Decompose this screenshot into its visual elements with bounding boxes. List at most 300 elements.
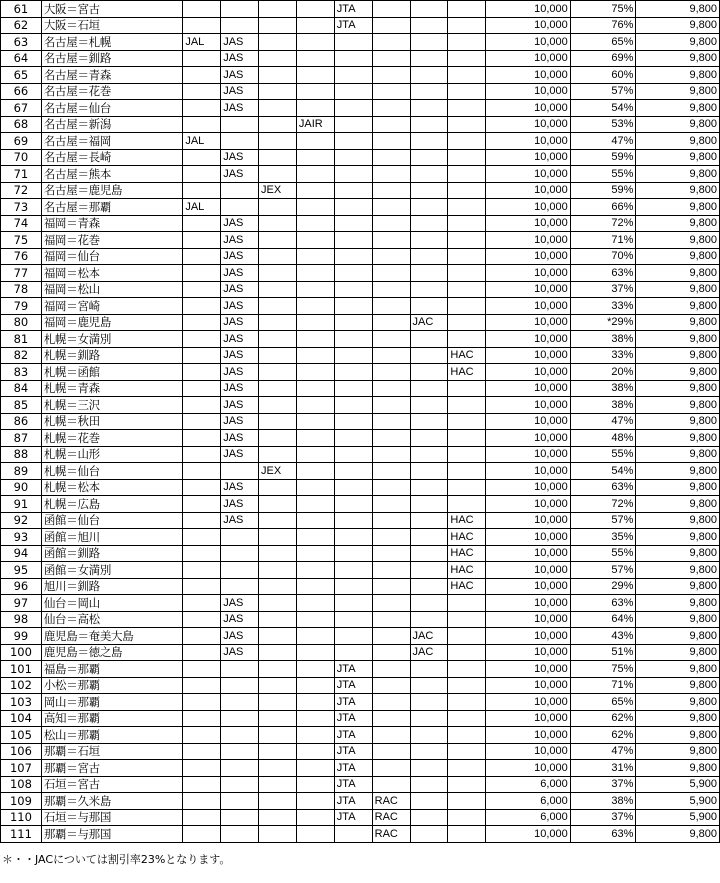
carrier-hac-cell: HAC [448,512,486,529]
carrier-rac-cell [372,83,410,100]
table-row [1,166,720,183]
carrier-jair-cell [296,578,334,595]
fare-cell: 10,000 [486,413,571,430]
carrier-rac-cell [372,661,410,678]
fare-cell: 6,000 [486,793,571,810]
carrier-jex-cell [259,661,297,678]
row-number: 65 [1,67,42,84]
carrier-jal-cell [183,413,221,430]
carrier-jair-cell [296,347,334,364]
carrier-jac-cell [410,727,448,744]
route-cell: 福岡＝青森 [41,215,183,232]
carrier-hac-cell [448,727,486,744]
discount-rate-cell: 72% [570,496,636,513]
row-number: 87 [1,430,42,447]
carrier-jta-cell: JTA [334,727,372,744]
fare-cell: 10,000 [486,34,571,51]
carrier-rac-cell [372,512,410,529]
fare-cell: 10,000 [486,166,571,183]
route-cell: 札幌＝花巻 [41,430,183,447]
carrier-jex-cell [259,397,297,414]
carrier-jal-cell [183,298,221,315]
price-cell: 5,900 [636,776,720,793]
route-cell: 岡山＝那覇 [41,694,183,711]
carrier-jas-cell: JAS [221,430,259,447]
carrier-rac-cell [372,397,410,414]
carrier-jal-cell [183,479,221,496]
carrier-jac-cell [410,463,448,480]
carrier-jair-cell [296,611,334,628]
carrier-jas-cell [221,727,259,744]
fare-cell: 6,000 [486,809,571,826]
carrier-rac-cell [372,347,410,364]
carrier-jac-cell [410,265,448,282]
carrier-jair-cell [296,50,334,67]
carrier-jal-cell [183,116,221,133]
carrier-jex-cell [259,595,297,612]
carrier-jta-cell [334,578,372,595]
carrier-hac-cell [448,34,486,51]
carrier-jac-cell [410,347,448,364]
carrier-rac-cell [372,67,410,84]
fare-cell: 10,000 [486,248,571,265]
row-number: 89 [1,463,42,480]
row-number: 93 [1,529,42,546]
carrier-jair-cell [296,809,334,826]
carrier-rac-cell [372,545,410,562]
carrier-jex-cell [259,1,297,18]
carrier-jas-cell: JAS [221,413,259,430]
carrier-jac-cell [410,793,448,810]
table-row [1,496,720,513]
carrier-jas-cell [221,562,259,579]
carrier-jac-cell [410,83,448,100]
row-number: 84 [1,380,42,397]
carrier-jex-cell [259,232,297,249]
carrier-jex-cell [259,809,297,826]
carrier-jex-cell [259,347,297,364]
discount-rate-cell: 38% [570,331,636,348]
carrier-jta-cell [334,182,372,199]
carrier-hac-cell [448,710,486,727]
carrier-jas-cell: JAS [221,100,259,117]
price-cell: 9,800 [636,430,720,447]
carrier-hac-cell [448,116,486,133]
discount-rate-cell: 64% [570,611,636,628]
fare-cell: 10,000 [486,512,571,529]
row-number: 70 [1,149,42,166]
price-cell: 9,800 [636,380,720,397]
carrier-jal-cell [183,50,221,67]
table-row [1,611,720,628]
carrier-jas-cell: JAS [221,265,259,282]
carrier-jas-cell [221,182,259,199]
fare-cell: 10,000 [486,644,571,661]
route-cell: 名古屋＝仙台 [41,100,183,117]
carrier-rac-cell [372,232,410,249]
carrier-jac-cell [410,166,448,183]
discount-rate-cell: 71% [570,232,636,249]
discount-rate-cell: 48% [570,430,636,447]
carrier-jair-cell [296,17,334,34]
carrier-jair-cell [296,265,334,282]
carrier-rac-cell [372,17,410,34]
carrier-jal-cell [183,232,221,249]
carrier-jal-cell [183,793,221,810]
row-number: 83 [1,364,42,381]
carrier-rac-cell [372,281,410,298]
carrier-hac-cell [448,397,486,414]
carrier-jac-cell [410,331,448,348]
carrier-jair-cell [296,149,334,166]
carrier-jal-cell [183,83,221,100]
carrier-rac-cell [372,578,410,595]
carrier-jal-cell [183,545,221,562]
carrier-jex-cell [259,17,297,34]
discount-rate-cell: 70% [570,248,636,265]
row-number: 92 [1,512,42,529]
discount-rate-cell: 59% [570,182,636,199]
table-row [1,149,720,166]
carrier-hac-cell [448,760,486,777]
carrier-jair-cell [296,133,334,150]
carrier-jair-cell [296,281,334,298]
carrier-hac-cell [448,743,486,760]
row-number: 61 [1,1,42,18]
carrier-jac-cell [410,67,448,84]
carrier-jac-cell [410,232,448,249]
carrier-jex-cell [259,314,297,331]
price-cell: 9,800 [636,661,720,678]
fare-cell: 10,000 [486,826,571,843]
fare-cell: 10,000 [486,710,571,727]
carrier-rac-cell [372,265,410,282]
carrier-jac-cell [410,578,448,595]
carrier-jas-cell: JAS [221,166,259,183]
carrier-jac-cell [410,677,448,694]
carrier-jal-cell [183,166,221,183]
row-number: 99 [1,628,42,645]
carrier-jex-cell [259,364,297,381]
route-cell: 旭川＝釧路 [41,578,183,595]
carrier-rac-cell [372,314,410,331]
price-cell: 9,800 [636,446,720,463]
route-cell: 名古屋＝長崎 [41,149,183,166]
carrier-jair-cell [296,677,334,694]
route-cell: 那覇＝石垣 [41,743,183,760]
carrier-jac-cell [410,50,448,67]
carrier-rac-cell [372,298,410,315]
carrier-jac-cell [410,413,448,430]
carrier-jta-cell [334,595,372,612]
route-cell: 函館＝旭川 [41,529,183,546]
discount-rate-cell: 60% [570,67,636,84]
discount-rate-cell: 29% [570,578,636,595]
table-row [1,562,720,579]
carrier-jas-cell: JAS [221,34,259,51]
discount-rate-cell: 33% [570,347,636,364]
price-cell: 9,800 [636,694,720,711]
carrier-hac-cell [448,380,486,397]
carrier-jal-cell: JAL [183,133,221,150]
row-number: 68 [1,116,42,133]
row-number: 85 [1,397,42,414]
carrier-hac-cell [448,413,486,430]
table-row [1,34,720,51]
fare-cell: 10,000 [486,661,571,678]
price-cell: 9,800 [636,595,720,612]
carrier-hac-cell [448,677,486,694]
row-number: 64 [1,50,42,67]
fare-cell: 10,000 [486,578,571,595]
carrier-jas-cell [221,529,259,546]
price-cell: 9,800 [636,562,720,579]
carrier-jac-cell [410,710,448,727]
carrier-jta-cell [334,314,372,331]
carrier-hac-cell [448,1,486,18]
carrier-jac-cell [410,298,448,315]
carrier-jex-cell [259,149,297,166]
price-cell: 9,800 [636,644,720,661]
carrier-jair-cell [296,727,334,744]
carrier-jta-cell [334,413,372,430]
carrier-jair-cell [296,479,334,496]
carrier-rac-cell [372,776,410,793]
row-number: 69 [1,133,42,150]
fare-cell: 10,000 [486,595,571,612]
carrier-jta-cell: JTA [334,1,372,18]
route-cell: 小松＝那覇 [41,677,183,694]
fare-cell: 10,000 [486,199,571,216]
route-cell: 福島＝那覇 [41,661,183,678]
carrier-jas-cell [221,116,259,133]
route-cell: 福岡＝松山 [41,281,183,298]
row-number: 101 [1,661,42,678]
carrier-rac-cell [372,34,410,51]
carrier-jas-cell: JAS [221,380,259,397]
table-row [1,595,720,612]
route-cell: 札幌＝函館 [41,364,183,381]
carrier-hac-cell [448,281,486,298]
table-row [1,215,720,232]
discount-rate-cell: 55% [570,166,636,183]
carrier-hac-cell [448,199,486,216]
row-number: 77 [1,265,42,282]
carrier-jair-cell [296,545,334,562]
carrier-jta-cell [334,133,372,150]
price-cell: 9,800 [636,628,720,645]
row-number: 74 [1,215,42,232]
row-number: 97 [1,595,42,612]
carrier-jac-cell [410,133,448,150]
carrier-jta-cell [334,232,372,249]
carrier-jta-cell [334,529,372,546]
route-cell: 札幌＝仙台 [41,463,183,480]
carrier-jas-cell [221,578,259,595]
fare-cell: 10,000 [486,1,571,18]
carrier-jex-cell [259,512,297,529]
price-cell: 9,800 [636,100,720,117]
carrier-jex-cell [259,578,297,595]
carrier-hac-cell [448,17,486,34]
table-row [1,265,720,282]
price-cell: 9,800 [636,34,720,51]
carrier-jta-cell [334,248,372,265]
fare-cell: 10,000 [486,17,571,34]
discount-rate-cell: 55% [570,446,636,463]
carrier-jas-cell: JAS [221,83,259,100]
carrier-rac-cell [372,380,410,397]
carrier-jal-cell [183,149,221,166]
table-row [1,248,720,265]
row-number: 106 [1,743,42,760]
carrier-jta-cell [334,430,372,447]
carrier-jex-cell [259,100,297,117]
route-cell: 札幌＝三沢 [41,397,183,414]
carrier-rac-cell: RAC [372,826,410,843]
carrier-hac-cell: HAC [448,364,486,381]
carrier-jair-cell [296,166,334,183]
carrier-jair-cell [296,380,334,397]
carrier-jas-cell [221,743,259,760]
route-cell: 名古屋＝釧路 [41,50,183,67]
carrier-jta-cell [334,644,372,661]
carrier-jta-cell [334,331,372,348]
carrier-jac-cell [410,17,448,34]
carrier-jac-cell: JAC [410,314,448,331]
row-number: 86 [1,413,42,430]
discount-rate-cell: 75% [570,1,636,18]
carrier-hac-cell: HAC [448,545,486,562]
row-number: 80 [1,314,42,331]
carrier-jair-cell [296,446,334,463]
fare-cell: 10,000 [486,116,571,133]
discount-rate-cell: 75% [570,661,636,678]
carrier-hac-cell [448,331,486,348]
table-row [1,743,720,760]
route-cell: 名古屋＝札幌 [41,34,183,51]
carrier-jair-cell [296,298,334,315]
carrier-jair-cell [296,776,334,793]
carrier-jair-cell [296,512,334,529]
carrier-jex-cell [259,677,297,694]
carrier-jex-cell [259,413,297,430]
discount-rate-cell: 69% [570,50,636,67]
carrier-jal-cell [183,496,221,513]
carrier-jac-cell [410,661,448,678]
discount-rate-cell: 38% [570,793,636,810]
carrier-jex-cell [259,727,297,744]
carrier-jair-cell [296,430,334,447]
carrier-rac-cell [372,595,410,612]
price-cell: 9,800 [636,67,720,84]
carrier-jac-cell: JAC [410,644,448,661]
carrier-jal-cell [183,628,221,645]
row-number: 100 [1,644,42,661]
discount-rate-cell: 76% [570,17,636,34]
route-cell: 那覇＝与那国 [41,826,183,843]
carrier-jair-cell [296,710,334,727]
row-number: 108 [1,776,42,793]
carrier-jex-cell [259,496,297,513]
carrier-jas-cell: JAS [221,248,259,265]
carrier-jas-cell: JAS [221,611,259,628]
carrier-jta-cell [334,826,372,843]
discount-rate-cell: 71% [570,677,636,694]
price-cell: 9,800 [636,199,720,216]
carrier-jair-cell [296,562,334,579]
carrier-jex-cell [259,529,297,546]
carrier-jta-cell: JTA [334,760,372,777]
discount-rate-cell: 59% [570,149,636,166]
carrier-jta-cell: JTA [334,694,372,711]
row-number: 94 [1,545,42,562]
discount-rate-cell: 47% [570,413,636,430]
price-cell: 9,800 [636,281,720,298]
carrier-hac-cell [448,182,486,199]
carrier-hac-cell [448,265,486,282]
carrier-jair-cell [296,215,334,232]
table-row [1,727,720,744]
carrier-jas-cell: JAS [221,364,259,381]
table-row [1,529,720,546]
carrier-rac-cell [372,215,410,232]
route-cell: 鹿児島＝奄美大島 [41,628,183,645]
carrier-jair-cell [296,182,334,199]
price-cell: 9,800 [636,116,720,133]
carrier-jta-cell [334,463,372,480]
fare-cell: 10,000 [486,314,571,331]
carrier-rac-cell [372,694,410,711]
row-number: 82 [1,347,42,364]
table-row [1,1,720,18]
carrier-hac-cell [448,100,486,117]
route-cell: 札幌＝釧路 [41,347,183,364]
carrier-jex-cell: JEX [259,182,297,199]
carrier-hac-cell [448,298,486,315]
carrier-jex-cell [259,776,297,793]
carrier-jas-cell: JAS [221,644,259,661]
carrier-jal-cell [183,281,221,298]
carrier-jex-cell [259,826,297,843]
carrier-jair-cell [296,496,334,513]
carrier-jta-cell [334,479,372,496]
route-cell: 石垣＝宮古 [41,776,183,793]
carrier-jal-cell [183,446,221,463]
carrier-jas-cell: JAS [221,628,259,645]
carrier-jal-cell [183,578,221,595]
carrier-jta-cell: JTA [334,661,372,678]
price-cell: 9,800 [636,166,720,183]
carrier-jac-cell [410,760,448,777]
carrier-rac-cell [372,463,410,480]
fare-cell: 10,000 [486,479,571,496]
carrier-jal-cell [183,1,221,18]
carrier-rac-cell [372,166,410,183]
carrier-hac-cell [448,809,486,826]
carrier-jal-cell [183,661,221,678]
discount-rate-cell: 38% [570,397,636,414]
route-cell: 札幌＝秋田 [41,413,183,430]
row-number: 63 [1,34,42,51]
carrier-jta-cell [334,50,372,67]
price-cell: 9,800 [636,17,720,34]
carrier-jta-cell [334,265,372,282]
price-cell: 5,900 [636,793,720,810]
table-row [1,430,720,447]
carrier-jta-cell [334,67,372,84]
discount-rate-cell: 72% [570,215,636,232]
